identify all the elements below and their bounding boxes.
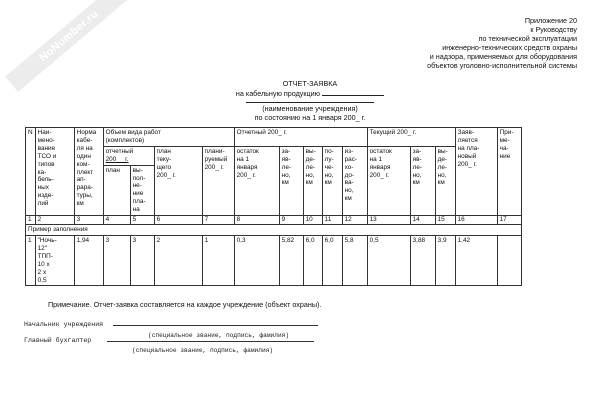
column-number: 14 [410, 216, 435, 225]
header-text: Отчетный 200_ г. [236, 129, 287, 136]
appendix-line: инженерно-технических средств охраны [442, 43, 577, 52]
signature-line[interactable] [113, 324, 318, 326]
header-text: N [28, 129, 33, 136]
header-text: Текущий 200_ г. [369, 129, 417, 136]
header-text: Объем вида работ (комплектов) [105, 129, 161, 144]
column-number: 1 [26, 216, 36, 225]
column-number: 12 [342, 216, 367, 225]
subject-label: на кабельную продукцию [235, 89, 321, 98]
column-number: 16 [455, 216, 497, 225]
header-rep-claimed [279, 146, 303, 215]
table-cell: 1,42 [455, 235, 497, 285]
header-norm [74, 128, 103, 216]
header-text: по- лу- че- но, км [324, 147, 334, 187]
appendix-line: по технической эксплуатации [478, 34, 577, 43]
table-cell: 3,88 [410, 235, 435, 285]
column-number: 13 [367, 216, 410, 225]
header-row-1 [26, 128, 522, 147]
header-reporting-year: отчетный 200__ г. [103, 146, 154, 165]
appendix-line: и надзора, применяемых для оборудования [429, 52, 577, 61]
column-number: 4 [103, 216, 130, 225]
signature-accountant [24, 337, 314, 344]
institution-blank[interactable] [246, 101, 374, 103]
signature-caption: (специальное звание, подпись, фамилия) [132, 347, 274, 354]
appendix-line: объектов уголовно-исполнительной системы [427, 61, 577, 70]
column-number: 17 [497, 216, 521, 225]
table-cell: 6,0 [303, 235, 322, 285]
header-cur-claimed [410, 146, 435, 215]
header-text: план [105, 166, 120, 174]
header-remark [497, 128, 521, 216]
table-cell: 5,8 [342, 235, 367, 285]
column-number: 7 [202, 216, 234, 225]
column-number-row [26, 216, 522, 225]
header-plan [103, 165, 130, 215]
column-number: 15 [435, 216, 455, 225]
header-text: за- яв- ле- но, км [412, 147, 423, 187]
header-text: вы- де- ле- но, км [305, 147, 316, 187]
header-rep-allocated [303, 146, 322, 215]
header-text: за- яв- ле- но, км [281, 147, 292, 187]
header-plan-current [154, 146, 202, 215]
header-name [35, 128, 74, 216]
column-number: 6 [154, 216, 202, 225]
column-number: 3 [74, 216, 103, 225]
table-cell: 6,0 [322, 235, 342, 285]
title-block [200, 79, 420, 122]
header-text: вы- пол- не- ние пла- на [132, 166, 146, 214]
table-cell: 1 [202, 235, 234, 285]
watermark: NoNumber.ru [5, 0, 133, 92]
header-text: вы- де- ле- но, км [437, 147, 448, 187]
header-text: Наи- мено- вание ТСО и типов ка- бель- ных изде- лий [37, 129, 57, 208]
table-cell [497, 235, 521, 285]
column-number: 11 [322, 216, 342, 225]
header-text: Заяв- ляется на пла- новый 200_ г. [457, 129, 480, 168]
report-table [25, 127, 522, 286]
table-cell: 2 [154, 235, 202, 285]
example-label: Пример заполнения [26, 224, 522, 235]
header-text: остаток на 1 января 200_ г. [236, 147, 259, 179]
header-text: план теку- щего 200_ г. [156, 147, 176, 179]
header-current-group [367, 128, 455, 147]
header-rep-spent [342, 146, 367, 215]
column-number: 10 [303, 216, 322, 225]
reporting-year-value: 200__ г. [105, 155, 129, 163]
institution-caption: (наименование учреждения) [262, 104, 358, 113]
table-cell: 3 [103, 235, 130, 285]
column-number: 9 [279, 216, 303, 225]
example-row [26, 224, 522, 235]
header-rep-received [322, 146, 342, 215]
header-text: Норма кабе- ля на один ком- плект ап- pара- туры, км [76, 129, 97, 208]
header-plan-done [130, 165, 154, 215]
table-cell: 0,5 [367, 235, 410, 285]
signature-line[interactable] [107, 340, 314, 342]
table-cell: 0,3 [234, 235, 279, 285]
document-title: ОТЧЕТ-ЗАЯВКА [282, 79, 338, 88]
column-number: 2 [35, 216, 74, 225]
header-claimed-planned [455, 128, 497, 216]
header-cur-balance [367, 146, 410, 215]
as-of-date: по состоянию на 1 января 200_ г. [254, 113, 366, 122]
table-cell: 1,94 [74, 235, 103, 285]
header-text: остаток на 1 января 200_ г. [369, 147, 392, 179]
header-planned [202, 146, 234, 215]
table-cell: 3 [130, 235, 154, 285]
table-cell: 3,9 [435, 235, 455, 285]
header-text: из- рас- хо- до- ва- но, км [344, 147, 358, 203]
column-number: 8 [234, 216, 279, 225]
appendix-line: к Руководству [530, 25, 577, 34]
appendix-line: Приложение 20 [524, 16, 577, 25]
header-volume-group [103, 128, 234, 147]
header-cur-allocated [435, 146, 455, 215]
signature-caption: (специальное звание, подпись, фамилия) [148, 332, 290, 339]
signature-role: Главный бухгалтер [24, 337, 92, 344]
signature-head [24, 321, 318, 328]
header-n [26, 128, 36, 216]
table-row [26, 235, 522, 285]
table-cell: 5,82 [279, 235, 303, 285]
signature-role: Начальник учреждения [24, 321, 104, 328]
subject-blank[interactable] [322, 88, 384, 96]
table-cell: "Ночь- 12" ТПП- 10 х 2 х 0,5 [35, 235, 74, 285]
footnote: Примечание. Отчет-заявка составляется на каждое учреждение (объект охраны). [48, 300, 322, 309]
header-rep-balance [234, 146, 279, 215]
header-text: При- ме- ча- ние [499, 129, 514, 160]
table-cell: 1 [26, 235, 36, 285]
appendix-reference [427, 16, 577, 70]
header-reporting-group [234, 128, 367, 147]
subject-line [200, 88, 420, 98]
header-text: плани- руемый 200_ г. [204, 147, 228, 171]
column-number: 5 [130, 216, 154, 225]
